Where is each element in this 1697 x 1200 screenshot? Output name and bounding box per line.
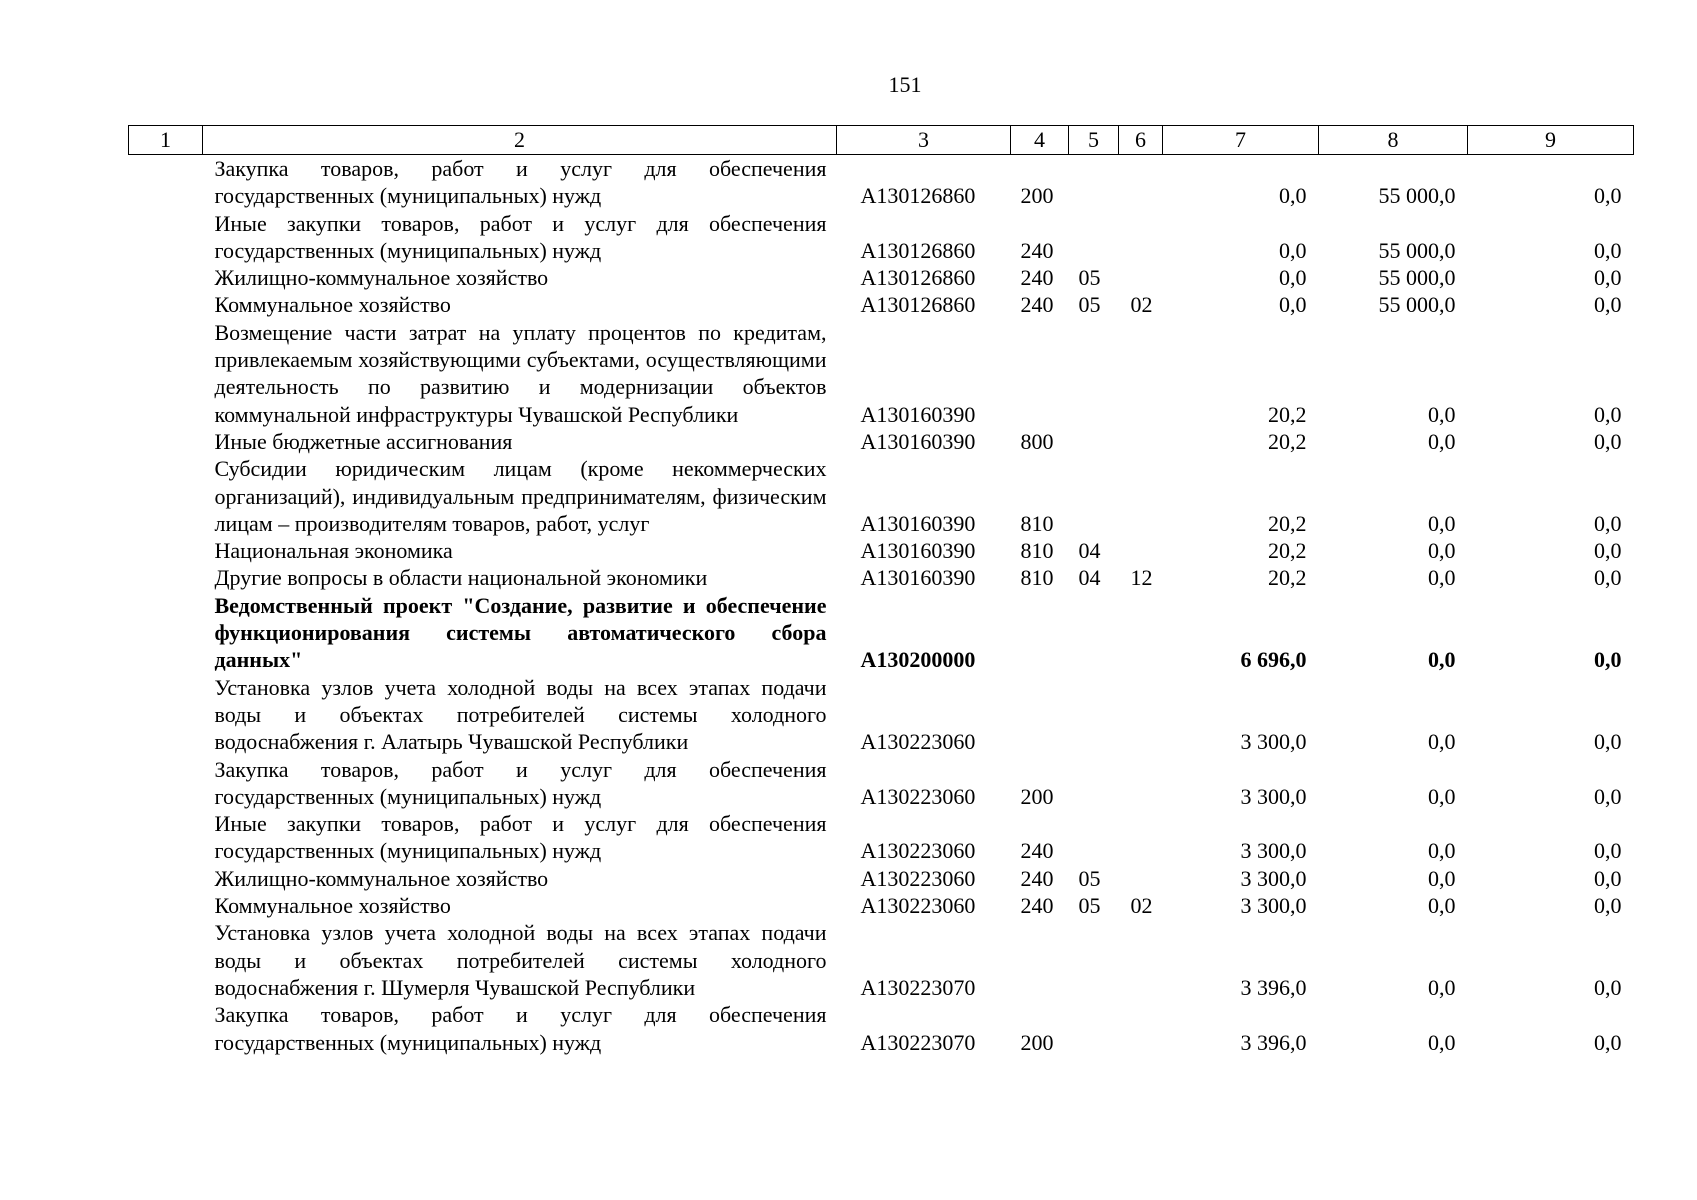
row-number-cell <box>129 537 203 564</box>
header-col-6: 6 <box>1119 126 1163 155</box>
row-name: Ведомственный проект "Создание, развитие и обеспечение функционирования системы автоматического сбора данных" <box>214 592 827 673</box>
row-value-col9: 0,0 <box>1594 893 1622 919</box>
row-value-col8: 0,0 <box>1428 401 1456 427</box>
row-number-cell <box>129 155 203 210</box>
header-col-4: 4 <box>1011 126 1069 155</box>
header-col-7: 7 <box>1163 126 1319 155</box>
row-number-cell <box>129 592 203 674</box>
table-row <box>129 919 1634 1001</box>
row-section <box>1069 592 1119 674</box>
row-number-cell <box>129 1001 203 1056</box>
row-number-cell <box>129 674 203 756</box>
row-value-col9: 0,0 <box>1594 183 1622 209</box>
row-subsection <box>1119 264 1163 291</box>
row-section <box>1069 810 1119 865</box>
header-col-9: 9 <box>1468 126 1634 155</box>
row-subsection: 02 <box>1130 893 1153 919</box>
table-row <box>129 564 1634 591</box>
row-value-col9: 0,0 <box>1594 265 1622 291</box>
row-value-col8: 0,0 <box>1428 838 1456 864</box>
header-col-1: 1 <box>129 126 203 155</box>
row-code: А130160390 <box>860 428 976 454</box>
row-value-col7: 20,2 <box>1268 428 1307 454</box>
table-row <box>129 674 1634 756</box>
row-code: А130223070 <box>860 1029 976 1055</box>
row-value-col7: 3 300,0 <box>1240 893 1307 919</box>
header-col-8: 8 <box>1319 126 1468 155</box>
row-value-col7: 3 300,0 <box>1240 783 1307 809</box>
table-header <box>129 126 1634 155</box>
row-group: 240 <box>1020 265 1054 291</box>
row-group: 240 <box>1020 237 1054 263</box>
row-name: Закупка товаров, работ и услуг для обеспечения государственных (муниципальных) нужд <box>214 156 827 209</box>
table-row <box>129 1001 1634 1056</box>
row-name: Закупка товаров, работ и услуг для обеспечения государственных (муниципальных) нужд <box>214 756 827 809</box>
row-subsection <box>1119 919 1163 1001</box>
row-section <box>1069 919 1119 1001</box>
row-value-col8: 0,0 <box>1428 565 1456 591</box>
row-group: 810 <box>1020 565 1054 591</box>
row-name: Иные закупки товаров, работ и услуг для обеспечения государственных (муниципальных) нужд <box>214 210 827 263</box>
row-code: А130223060 <box>860 893 976 919</box>
row-name: Национальная экономика <box>214 538 453 564</box>
row-number-cell <box>129 919 203 1001</box>
row-group <box>1011 674 1069 756</box>
header-col-3: 3 <box>837 126 1011 155</box>
row-subsection <box>1119 674 1163 756</box>
budget-table <box>128 125 1634 1056</box>
row-section <box>1069 674 1119 756</box>
row-number-cell <box>129 810 203 865</box>
row-section: 04 <box>1078 565 1101 591</box>
row-section <box>1069 455 1119 537</box>
row-name: Другие вопросы в области национальной экономики <box>214 565 708 591</box>
row-code: А130223070 <box>860 974 976 1000</box>
table-row <box>129 319 1634 428</box>
row-code: А130126860 <box>860 237 976 263</box>
row-value-col8: 55 000,0 <box>1378 292 1456 318</box>
row-code: А130223060 <box>860 865 976 891</box>
row-value-col7: 3 300,0 <box>1240 838 1307 864</box>
row-name: Жилищно-коммунальное хозяйство <box>214 265 549 291</box>
row-code: А130223060 <box>860 729 976 755</box>
row-subsection <box>1119 865 1163 892</box>
row-value-col9: 0,0 <box>1594 647 1622 673</box>
row-group: 810 <box>1020 510 1054 536</box>
table-row <box>129 155 1634 210</box>
table-body <box>129 155 1634 1056</box>
table-row <box>129 264 1634 291</box>
row-value-col8: 0,0 <box>1428 974 1456 1000</box>
row-value-col9: 0,0 <box>1594 292 1622 318</box>
row-code: А130160390 <box>860 401 976 427</box>
row-code: А130223060 <box>860 783 976 809</box>
table-row <box>129 428 1634 455</box>
row-value-col9: 0,0 <box>1594 538 1622 564</box>
row-code: А130126860 <box>860 292 976 318</box>
row-section <box>1069 155 1119 210</box>
row-value-col7: 0,0 <box>1279 237 1307 263</box>
row-name: Коммунальное хозяйство <box>214 292 451 318</box>
row-value-col8: 55 000,0 <box>1378 183 1456 209</box>
row-code: А130223060 <box>860 838 976 864</box>
row-value-col9: 0,0 <box>1594 1029 1622 1055</box>
row-section <box>1069 210 1119 265</box>
table-row <box>129 810 1634 865</box>
row-code: А130126860 <box>860 265 976 291</box>
row-code: А130160390 <box>860 510 976 536</box>
row-subsection <box>1119 319 1163 428</box>
row-number-cell <box>129 865 203 892</box>
row-name: Возмещение части затрат на уплату процентов по кредитам, привлекаемым хозяйствующими субъектами, осуществляющими деятельность по развитию и модернизации объектов коммунальной инфраструктуры Чувашской Республики <box>214 319 827 427</box>
row-number-cell <box>129 291 203 318</box>
table-row <box>129 537 1634 564</box>
row-number-cell <box>129 428 203 455</box>
row-subsection <box>1119 210 1163 265</box>
row-value-col7: 3 396,0 <box>1240 1029 1307 1055</box>
row-group: 810 <box>1020 538 1054 564</box>
row-name: Иные бюджетные ассигнования <box>214 428 513 454</box>
page-number: 151 <box>888 72 922 97</box>
row-subsection <box>1119 756 1163 811</box>
table-row <box>129 756 1634 811</box>
row-code: А130126860 <box>860 183 976 209</box>
row-value-col8: 55 000,0 <box>1378 237 1456 263</box>
row-section <box>1069 319 1119 428</box>
row-group: 240 <box>1020 865 1054 891</box>
row-number-cell <box>129 264 203 291</box>
row-subsection: 12 <box>1130 565 1153 591</box>
row-number-cell <box>129 319 203 428</box>
row-value-col9: 0,0 <box>1594 865 1622 891</box>
row-value-col9: 0,0 <box>1594 401 1622 427</box>
row-subsection: 02 <box>1130 292 1153 318</box>
table-row <box>129 592 1634 674</box>
row-name: Закупка товаров, работ и услуг для обеспечения государственных (муниципальных) нужд <box>214 1002 827 1055</box>
row-value-col9: 0,0 <box>1594 729 1622 755</box>
row-value-col9: 0,0 <box>1594 510 1622 536</box>
row-section: 05 <box>1078 265 1101 291</box>
row-value-col9: 0,0 <box>1594 974 1622 1000</box>
row-name: Иные закупки товаров, работ и услуг для обеспечения государственных (муниципальных) нужд <box>214 811 827 864</box>
table-row <box>129 892 1634 919</box>
row-value-col7: 3 396,0 <box>1240 974 1307 1000</box>
row-number-cell <box>129 210 203 265</box>
header-row <box>129 126 1634 155</box>
row-value-col9: 0,0 <box>1594 428 1622 454</box>
row-value-col8: 0,0 <box>1428 510 1456 536</box>
row-value-col8: 55 000,0 <box>1378 265 1456 291</box>
row-value-col7: 0,0 <box>1279 292 1307 318</box>
row-value-col8: 0,0 <box>1428 783 1456 809</box>
row-section <box>1069 428 1119 455</box>
row-group: 200 <box>1020 183 1054 209</box>
header-col-5: 5 <box>1069 126 1119 155</box>
row-group <box>1011 319 1069 428</box>
row-section: 04 <box>1078 538 1101 564</box>
row-subsection <box>1119 537 1163 564</box>
row-group <box>1011 919 1069 1001</box>
row-section <box>1069 756 1119 811</box>
row-value-col7: 20,2 <box>1268 510 1307 536</box>
row-group: 800 <box>1020 428 1054 454</box>
row-number-cell <box>129 892 203 919</box>
row-subsection <box>1119 428 1163 455</box>
table-row <box>129 210 1634 265</box>
row-value-col7: 6 696,0 <box>1240 647 1307 673</box>
row-value-col8: 0,0 <box>1428 428 1456 454</box>
row-value-col7: 20,2 <box>1268 538 1307 564</box>
row-subsection <box>1119 592 1163 674</box>
row-subsection <box>1119 155 1163 210</box>
row-value-col8: 0,0 <box>1428 893 1456 919</box>
header-col-2: 2 <box>203 126 837 155</box>
row-subsection <box>1119 810 1163 865</box>
table-row <box>129 291 1634 318</box>
row-value-col7: 0,0 <box>1279 265 1307 291</box>
row-value-col8: 0,0 <box>1428 865 1456 891</box>
row-value-col8: 0,0 <box>1428 1029 1456 1055</box>
row-section: 05 <box>1078 865 1101 891</box>
row-number-cell <box>129 756 203 811</box>
row-name: Субсидии юридическим лицам (кроме некоммерческих организаций), индивидуальным предпринимателям, физическим лицам – производителям товаров, работ, услуг <box>214 456 827 536</box>
row-group: 240 <box>1020 292 1054 318</box>
row-value-col7: 0,0 <box>1279 183 1307 209</box>
row-code: А130160390 <box>860 565 976 591</box>
row-code: А130160390 <box>860 538 976 564</box>
row-name: Установка узлов учета холодной воды на всех этапах подачи воды и объектах потребителей системы холодного водоснабжения г. Шумерля Чувашской Республики <box>214 920 827 1000</box>
row-name: Жилищно-коммунальное хозяйство <box>214 865 549 891</box>
table-row <box>129 455 1634 537</box>
row-subsection <box>1119 1001 1163 1056</box>
row-value-col7: 3 300,0 <box>1240 865 1307 891</box>
row-group: 240 <box>1020 893 1054 919</box>
row-group: 240 <box>1020 838 1054 864</box>
row-name: Установка узлов учета холодной воды на всех этапах подачи воды и объектах потребителей системы холодного водоснабжения г. Алатырь Чувашской Республики <box>214 674 827 755</box>
row-group: 200 <box>1020 783 1054 809</box>
row-value-col7: 3 300,0 <box>1240 729 1307 755</box>
row-group <box>1011 592 1069 674</box>
row-number-cell <box>129 455 203 537</box>
row-section <box>1069 1001 1119 1056</box>
row-section: 05 <box>1078 893 1101 919</box>
row-value-col8: 0,0 <box>1428 538 1456 564</box>
row-value-col9: 0,0 <box>1594 565 1622 591</box>
row-value-col8: 0,0 <box>1428 647 1456 673</box>
row-value-col7: 20,2 <box>1268 401 1307 427</box>
row-code: А130200000 <box>860 647 976 673</box>
row-subsection <box>1119 455 1163 537</box>
row-value-col9: 0,0 <box>1594 783 1622 809</box>
row-section: 05 <box>1078 292 1101 318</box>
table-row <box>129 865 1634 892</box>
row-value-col9: 0,0 <box>1594 237 1622 263</box>
row-number-cell <box>129 564 203 591</box>
row-value-col7: 20,2 <box>1268 565 1307 591</box>
row-value-col9: 0,0 <box>1594 838 1622 864</box>
row-name: Коммунальное хозяйство <box>214 893 451 919</box>
row-group: 200 <box>1020 1029 1054 1055</box>
row-value-col8: 0,0 <box>1428 729 1456 755</box>
